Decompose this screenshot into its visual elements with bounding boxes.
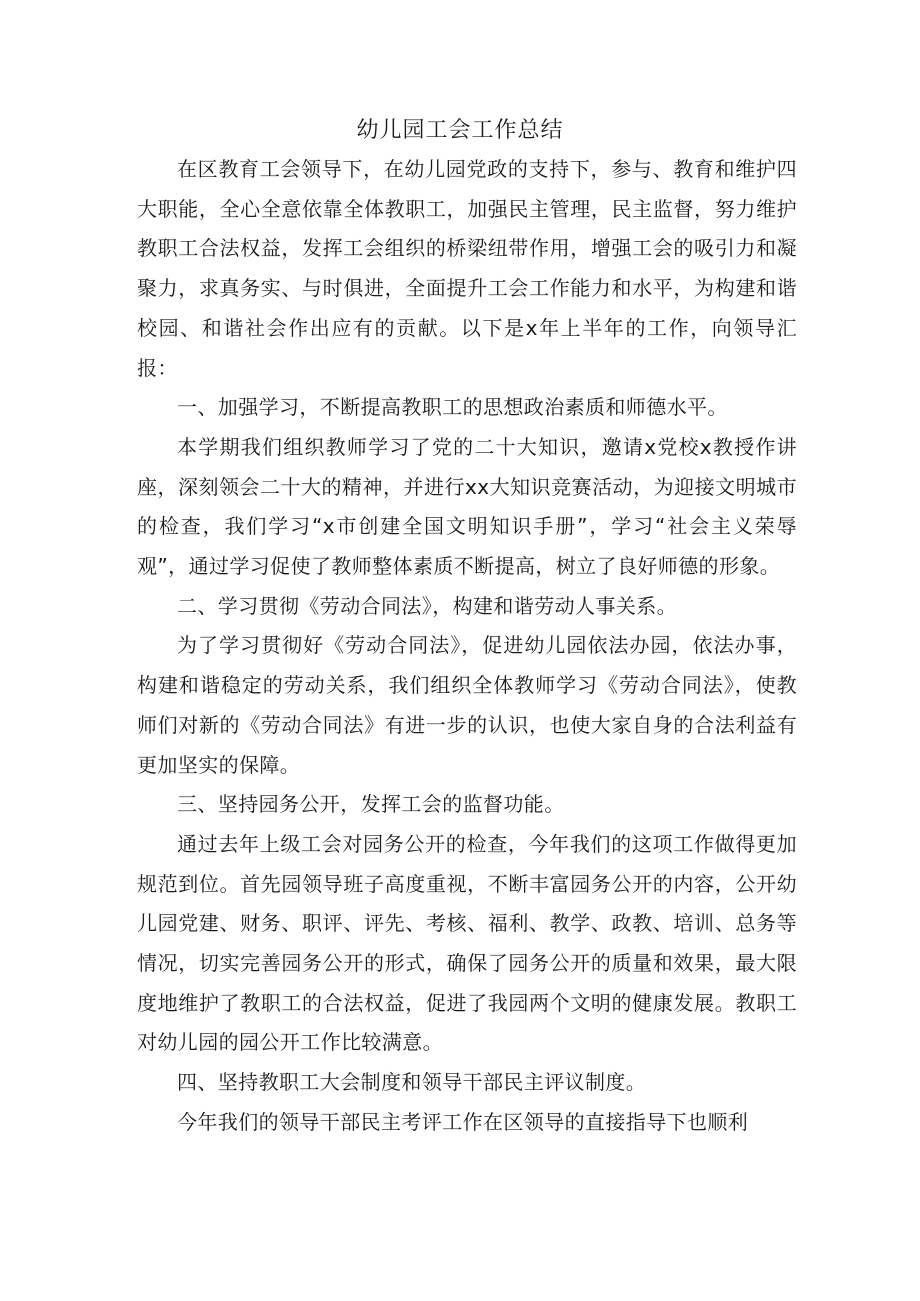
paragraph-intro: 在区教育工会领导下，在幼儿园党政的支持下，参与、教育和维护四大职能，全心全意依靠全体教职工，加强民主管理，民主监督，努力维护教职工合法权益，发挥工会组织的桥梁纽带作用，增强工会的吸引力和凝聚力，求真务实、与时俱进，全面提升工会工作能力和水平，为构建和谐校园、和谐社会作出应有的贡献。以下是x年上半年的工作，向领导汇报：: [137, 157, 797, 380]
section-heading-1: 一、加强学习，不断提高教职工的思想政治素质和师德水平。: [177, 395, 728, 420]
section-heading-4: 四、坚持教职工大会制度和领导干部民主评议制度。: [177, 1070, 647, 1095]
section-heading-2: 二、学习贯彻《劳动合同法》，构建和谐劳动人事关系。: [177, 593, 677, 618]
document-body: [137, 150, 797, 1143]
paragraph-labor-law: 为了学习贯彻好《劳动合同法》，促进幼儿园依法办园，依法办事，构建和谐稳定的劳动关系，我们组织全体教师学习《劳动合同法》，使教师们对新的《劳动合同法》有进一步的认识，也使大家自身的合法利益有更加坚实的保障。: [137, 633, 797, 777]
paragraph-affairs-disclosure: 通过去年上级工会对园务公开的检查，今年我们的这项工作做得更加规范到位。首先园领导班子高度重视，不断丰富园务公开的内容，公开幼儿园党建、财务、职评、评先、考核、福利、教学、政教、培训、总务等情况，切实完善园务公开的形式，确保了园务公开的质量和效果，最大限度地维护了教职工的合法权益，促进了我园两个文明的健康发展。教职工对幼儿园的园公开工作比较满意。: [137, 831, 797, 1055]
paragraph-evaluation: 今年我们的领导干部民主考评工作在区领导的直接指导下也顺利: [177, 1109, 749, 1134]
paragraph-study: 本学期我们组织教师学习了党的二十大知识，邀请x党校x教授作讲座，深刻领会二十大的精神，并进行xx大知识竞赛活动，为迎接文明城市的检查，我们学习“x市创建全国文明知识手册”，学习“社会主义荣辱观”，通过学习促使了教师整体素质不断提高，树立了良好师德的形象。: [137, 434, 797, 579]
document-title: 幼儿园工会工作总结: [356, 118, 564, 143]
section-heading-3: 三、坚持园务公开，发挥工会的监督功能。: [177, 792, 565, 817]
